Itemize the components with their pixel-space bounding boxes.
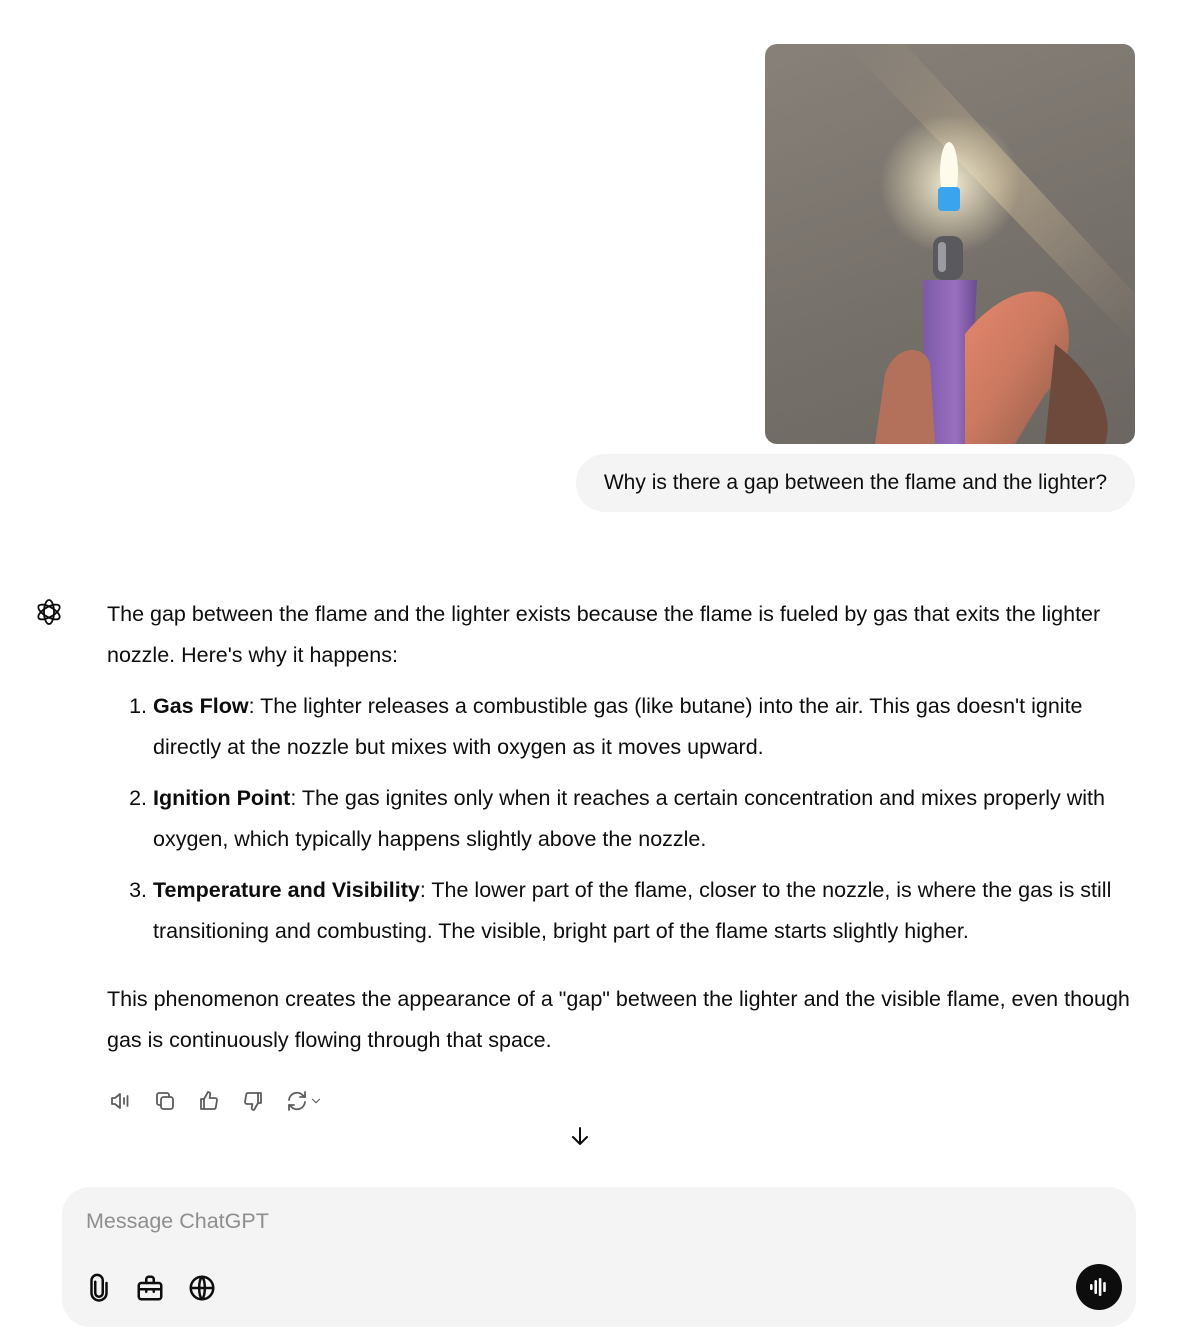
chevron-down-icon	[309, 1094, 323, 1108]
point-body: : The lower part of the flame, closer to the nozzle, is where the gas is still transitioning and combusting. The visible, bright part of the flame starts slightly higher.	[153, 878, 1112, 943]
assistant-intro: The gap between the flame and the lighter exists because the flame is fueled by gas that exits the lighter nozzle. Here's why it happens:	[107, 602, 1101, 667]
thumbs-down-icon	[241, 1089, 265, 1113]
point-body: : The lighter releases a combustible gas (like butane) into the air. This gas doesn't ignite directly at the nozzle but mixes with oxygen as it moves upward.	[153, 694, 1083, 759]
message-composer	[62, 1187, 1136, 1327]
search-web-button[interactable]	[185, 1271, 219, 1305]
message-input[interactable]	[86, 1205, 986, 1237]
tools-button[interactable]	[133, 1271, 167, 1305]
point-title: Temperature and Visibility	[153, 878, 420, 902]
list-item	[153, 870, 1147, 951]
voice-waveform-icon	[1087, 1275, 1111, 1299]
voice-mode-button[interactable]	[1076, 1264, 1122, 1310]
regenerate-icon	[285, 1089, 309, 1113]
uploaded-image-lighter-flame[interactable]	[765, 44, 1135, 444]
arrow-down-icon	[568, 1124, 592, 1148]
assistant-points-list	[107, 686, 1147, 951]
attach-button[interactable]	[82, 1271, 116, 1305]
lighter-flame-picture	[765, 44, 1135, 444]
copy-button[interactable]	[152, 1088, 178, 1114]
bad-response-button[interactable]	[240, 1088, 266, 1114]
toolbox-icon	[135, 1273, 165, 1303]
scroll-to-bottom-button[interactable]	[566, 1122, 594, 1150]
regenerate-button[interactable]	[284, 1088, 324, 1114]
assistant-message	[107, 594, 1147, 1060]
point-title: Gas Flow	[153, 694, 249, 718]
chatgpt-logo-icon	[34, 597, 64, 627]
point-title: Ignition Point	[153, 786, 291, 810]
read-aloud-icon	[109, 1089, 133, 1113]
read-aloud-button[interactable]	[108, 1088, 134, 1114]
user-message-bubble: Why is there a gap between the flame and the lighter?	[576, 454, 1135, 512]
list-item	[153, 778, 1147, 859]
point-body: : The gas ignites only when it reaches a certain concentration and mixes properly with oxygen, which typically happens slightly above the nozzle.	[153, 786, 1105, 851]
assistant-closing: This phenomenon creates the appearance of a "gap" between the lighter and the visible flame, even though gas is continuously flowing through that space.	[107, 987, 1130, 1052]
globe-icon	[187, 1273, 217, 1303]
paperclip-icon	[84, 1273, 114, 1303]
message-actions	[108, 1087, 324, 1115]
copy-icon	[153, 1089, 177, 1113]
list-item	[153, 686, 1147, 767]
thumbs-up-icon	[197, 1089, 221, 1113]
good-response-button[interactable]	[196, 1088, 222, 1114]
